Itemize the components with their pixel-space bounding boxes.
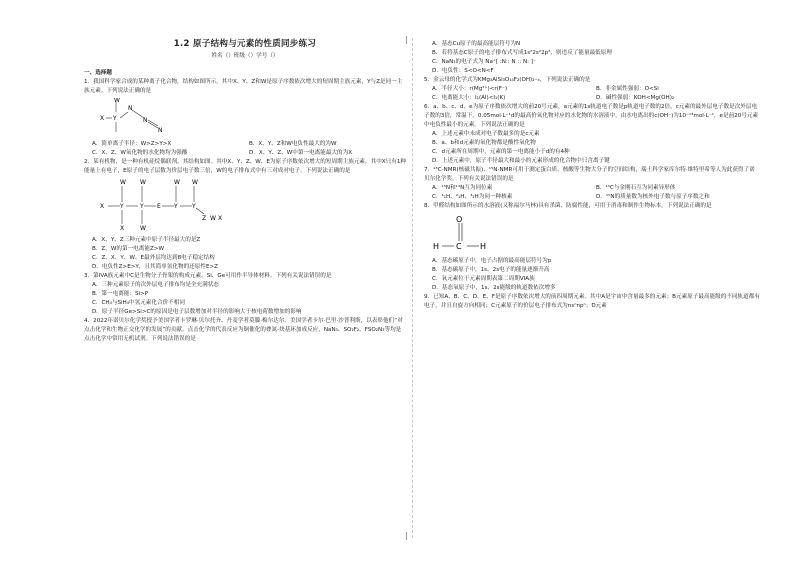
q7-stem: 7．¹³C-NMR(核磁共振)、¹⁵N-NMR可用于测定蛋白质、核酸等生物大分子的空间结构，瑞士科学家库尔特·维特里希等人为此获得了诺贝尔化学奖。下列有关说法错误的是 [424,167,755,182]
q1-option-d: D．X、Y、Z、W中第一电离能最大的为X [249,150,353,156]
formaldehyde-atom-h2: H [480,242,487,251]
q2-atom-e: E [157,203,161,210]
q8-stem: 8．甲醛结构如图所示的水溶液(又称福尔马林)具有杀菌、防腐性能，可用于消毒和制作生物标本。下列说法正确的是 [424,203,712,209]
formaldehyde-atom-c: C [456,242,462,251]
q7-options-row2 [424,193,760,202]
q4-option-c [424,58,760,67]
q5-option-c: C．电离能大小：I₁(Al)<I₁(K) [432,95,506,101]
q1-option-a: A．简单离子半径：W>Z>Y>X [92,141,172,147]
nan3-electron-formula: Na⁺[ :N:: N :: N: ]⁻ [485,59,536,65]
q2-atom-w3: W [174,179,180,186]
formaldehyde-atom-h1: H [433,242,440,251]
q2-atom-w2: W [140,179,146,186]
q4-option-a: A．基态Cu原子的最高能层符号为N [432,41,521,47]
q9-stem: 9．已知A、B、C、D、E、F是原子序数依次增大的前四周期元素。其中A是宇宙中含量最多的元素；B元素原子最高能级的不同轨道都有电子，并且自旋方向相同；C元素原子的价层电子排布式为nsⁿnpⁿ；D元素 [424,294,760,309]
q2-atom-w6: W [210,215,216,222]
q6-option-b: B．a、b和d元素的氧化物都是酸性氧化物 [432,140,536,146]
q2-atom-z: Z [202,215,207,222]
q6-option-d: D．上述元素中，原子半径最大和最小的元素形成的化合物中只含离子键 [432,158,610,164]
q1-options-row2 [84,149,406,158]
q3-option-d: D．原子半径Ge>Si>C的原因是电子层数增加对半径的影响大于核电荷数增加的影响 [92,309,302,315]
q2-structure-diagram [94,178,406,234]
q5-options-row2 [424,94,760,103]
right-column [424,40,760,311]
q2-structure-svg [94,178,234,234]
q2-stem: 2．某有机物，是一种有机硅烷偶联剂，其结构如图。其中X、Y、Z、W、E为原子序数依次增大的短周期主族元素，其中X只有1种能量上有电子，E原子的电子层数为价层电子数三倍，W的电子排布式中有三对成对电子。下列说法正确的是 [84,159,406,174]
section-heading: 一、选择题 [84,70,112,76]
q5-option-b: B．非金属性强弱：O<Si [596,86,659,92]
q2-atom-w5: W [140,225,146,232]
q2-atom-y4: Y [192,203,196,210]
q1-atom-n2: N [143,117,148,124]
q2-option-d: D．电负性Z>E>Y，且其简单氢化物的还原性E>Z [92,264,219,270]
q7-option-d: D．¹⁵N的质量数为核外电子数与原子序数之和 [596,194,710,200]
q8-option-d: D．基态氧原子中，1s、2s能级的轨道数依次增多 [432,285,556,291]
fold-mark-top [406,36,407,44]
q1-atom-n3: N [158,127,163,134]
q1-atom-x: X [100,115,105,122]
q2-atom-y2: Y [140,203,144,210]
q1-stem: 1．我国科学家合成的某种离子化合物，结构如图所示。其中X、Y、Z和W是原子序数依次增大的短周期主族元素，Y与Z是同一主族元素。下列说法正确的是 [84,79,403,94]
q8-option-b: B．基态碳原子中，1s、2s电子的能量逐渐升高 [432,267,550,273]
q1-structure-svg [98,98,188,138]
q8-option-a: A．基态碳原子中，电子占据的最高能层符号为p [432,258,552,264]
column-divider [412,38,414,538]
q2-option-c: C．Z、X、Y、W、E最外层均达到8电子稳定结构 [92,255,215,261]
q3-option-a: A．三种元素原子的次外层电子排布均是全充满状态 [92,282,219,288]
formaldehyde-atom-o: O [456,215,463,224]
q2-atom-w1: W [120,179,126,186]
q5-options-row1 [424,85,760,94]
q7-option-a: A．¹⁵N和¹⁴N互为同位素 [432,185,493,191]
page-title: 1.2 原子结构与元素的性质同步练习 [173,39,317,49]
q6-option-c: C．d元素所在周期中，元素的第一电离能小于d的有4种 [432,149,570,155]
q4-option-c-label: C．NaN₃的电子式为 [432,59,484,65]
q7-option-b: B．¹³C与金刚石互为同素异形体 [596,185,676,191]
q7-options-row1 [424,184,760,193]
q2-atom-w4: W [192,179,198,186]
fold-mark-bottom [406,532,407,540]
q6-stem: 6．a、b、c、d、e为原子序数依次增大的前20号元素，a元素的1s轨道电子数是p轨道电子数的2倍，c元素的最外层电子数是次外层电子数的3倍，常温下，0.05mol·L⁻¹d的最高价氧化物对应的水化物的水溶液中，由水电离出的c(OH⁻)为10⁻¹³mol·L⁻¹，e是前20号元素中电负性最小的元素。下列说法正确的是 [424,104,759,128]
formaldehyde-structure [430,213,760,255]
q2-atom-y1: Y [120,203,124,210]
q1-atom-y: Y [113,115,117,122]
q1-atom-w: W [114,98,120,104]
q3-option-b: B．第一电离能：Si>P [92,291,149,297]
q1-option-b: B．X、Y、Z和W电负性最大的为W [249,141,337,147]
q6-option-a: A．上述元素中未成对电子数最多的是c元素 [432,131,540,137]
q8-option-c: C．氧元素位于元素周期表第二周期VIA族 [432,276,535,282]
q5-stem: 5．金云母的化学式为KMg₃AlSi₃O₁₀F₂(OH)₂₋ₓ，下列说法正确的是 [424,77,591,83]
q3-stem: 3．第IVA族元素中C是生物分子骨架的构成元素，Si、Ge可用作半导体材料。下列有关说法错误的是 [84,273,332,279]
left-column [84,40,406,344]
q2-atom-x1: X [100,203,105,210]
q1-atom-n1: N [128,105,133,112]
q2-option-b: B．Z、W的第一电离能Z>W [92,246,165,252]
q2-atom-x3: X [218,215,223,222]
q5-option-a: A．半径大小：r(Mg²⁺)<r(F⁻) [432,86,508,92]
formaldehyde-svg [430,213,490,255]
q2-option-a: A．X、Y、Z三种元素中原子半径最大的是Z [92,237,201,243]
q5-option-d: D．碱性强弱：KOH<Mg(OH)₂ [596,95,675,101]
q4-stem: 4．2022年诺贝尔化学奖授予美国学者卡罗琳·贝尔托齐、丹麦学者莫滕·梅尔达尔、美国学者卡尔·巴里·沙普利斯，以表彰他们“对点击化学和生物正交化学的发展”的贡献。点击化学的代表反应为铜催化的叠氮-炔基环加成反应，NaN₃、SO₂F₂、FSO₂N₃等均是点击化学中常用无机试剂。下列说法错误的是 [84,318,403,342]
q2-atom-y3: Y [174,203,178,210]
q7-option-c: C．¹₁H、²₁H、³₁H为同一种核素 [432,194,513,200]
q1-option-c: C．X、Z、W氧化物的水化物均为强酸 [92,150,188,156]
q3-option-c: C．CH₄与SiH₄中氢元素化合价不相同 [92,300,185,306]
q2-atom-x2: X [120,225,125,232]
q4-option-b: B．若将基态C原子的电子排布式写成1s²2s²2p³，则违反了能量最低原理 [432,50,612,56]
q1-structure-diagram [98,98,406,138]
q1-options-row1 [84,140,406,149]
student-info: 姓名（）班级（）学号（） [211,53,279,59]
q4-option-d: D．电负性：S<O<N<F [432,68,494,74]
